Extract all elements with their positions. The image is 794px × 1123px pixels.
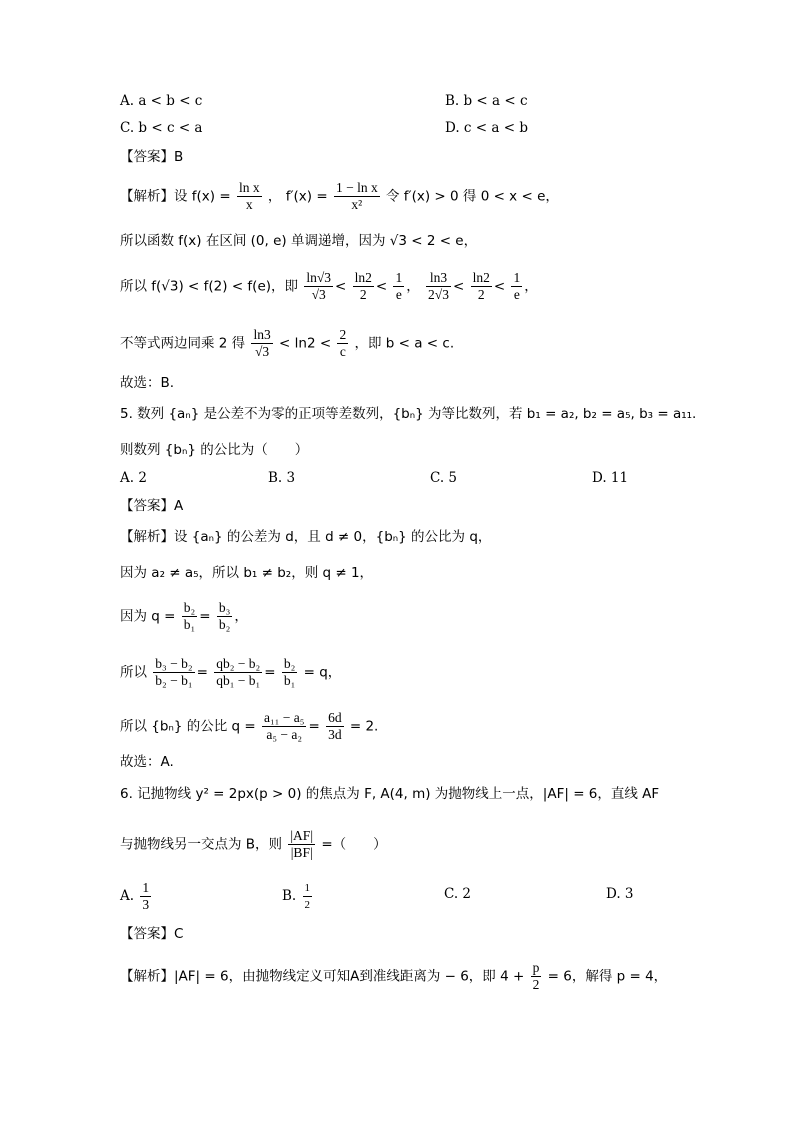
q6-s1-text-b: = 6，解得 p = 4， [547,968,668,985]
q4-s3-frac-4 [426,270,451,303]
frac-num: |AF| [290,828,314,843]
frac-num: ln2 [354,270,372,285]
q4-s3-frac-3 [393,270,404,303]
q5-solution-line-1: 【解析】设 {aₙ} 的公差为 d，且 d ≠ 0，{bₙ} 的公比为 q， [120,529,492,545]
q5-s5-text-b: = 2. [349,718,379,735]
q4-option-a: A. a < b < c [120,93,203,109]
frac-num: 2 [339,327,347,342]
q4-s1-fraction-f [237,180,262,213]
frac-num: 1 − ln x [335,180,378,195]
frac-num: 1 [303,880,313,897]
q4-option-c: C. b < c < a [120,120,203,136]
q5-s4-frac-3 [282,656,297,689]
frac-den: b₂ − b₁ [155,673,193,688]
q6-stem-line-1: 6. 记抛物线 y² = 2px(p > 0) 的焦点为 F, A(4, m) 为抛物线上一点，|AF| = 6，直线 AF [120,786,660,802]
q5-answer: 【答案】A [120,498,184,514]
frac-num: p [532,960,540,975]
q4-s4-frac-1 [251,327,272,360]
q5-option-b: B. 3 [268,470,296,486]
q4-answer: 【答案】B [120,149,184,165]
q4-s4-text-b: < ln2 < [279,335,332,352]
q6-stem-text-a: 与抛物线另一交点为 B，则 [120,836,283,853]
q5-s5-frac-2 [326,710,344,743]
q5-option-a: A. 2 [120,470,147,486]
q5-stem-line-1: 5. 数列 {aₙ} 是公差不为零的正项等差数列，{bₙ} 为等比数列，若 b₁ = a₂, b₂ = a₅, b₃ = a₁₁. [120,406,697,422]
frac-den: √3 [255,344,270,359]
frac-den: 2 [359,287,367,302]
frac-num: ln2 [472,270,490,285]
q4-s3-frac-2 [353,270,374,303]
q5-s4-frac-2 [214,656,262,689]
q5-s3-frac-2 [217,600,232,633]
frac-num: 1 [513,270,521,285]
q4-s3-frac-5 [471,270,492,303]
q6-s1-text-a: 【解析】|AF| = 6，由抛物线定义可知A到准线距离为 − 6，即 4 + [120,968,525,985]
q6-solution-line-1 [120,960,667,993]
q4-s3-frac-1 [304,270,333,303]
q4-option-b: B. b < a < c [445,93,528,109]
q4-solution-line-1 [120,180,559,213]
q4-s4-text-c: ，即 b < a < c. [354,335,455,352]
frac-num: 1 [395,270,403,285]
frac-num: ln3 [253,327,271,342]
q5-solution-line-2: 因为 a₂ ≠ a₅，所以 b₁ ≠ b₂，则 q ≠ 1， [120,565,374,581]
frac-num: b₃ [218,600,231,615]
q5-s5-text-a: 所以 {bₙ} 的公比 q = [120,718,256,735]
q4-solution-line-4 [120,327,454,360]
frac-num: ln3 [426,270,451,287]
q4-option-d: D. c < a < b [445,120,528,136]
q4-conclusion: 故选：B. [120,375,175,391]
frac-den: a₅ − a₂ [266,727,303,742]
frac-den: c [339,344,346,359]
frac-num: qb₂ − b₂ [216,656,261,671]
frac-den: b₂ [218,617,231,632]
q4-s1-text-a: 【解析】设 f(x) = [120,188,231,205]
frac-den: 2 [304,899,311,911]
frac-num: ln√3 [306,270,331,285]
frac-den: qb₁ − b₁ [216,673,261,688]
frac-den: 2 [532,977,540,992]
frac-den: x [245,197,253,212]
q6-s1-frac [531,960,542,993]
q4-s1-fraction-fprime [334,180,380,213]
frac-den: 2 [477,287,485,302]
frac-den: b₁ [283,673,296,688]
frac-num: b₃ − b₂ [155,656,193,671]
frac-num: b₂ [183,600,196,615]
frac-den: |BF| [290,845,313,860]
frac-num: ln x [238,180,260,195]
frac-num: 1 [142,880,150,895]
q5-option-d: D. 11 [592,470,629,486]
q5-s4-text-a: 所以 [120,664,147,681]
q6-option-a-label: A. [120,888,135,904]
q4-s1-text-b: ， f′(x) = [267,188,328,205]
frac-num: a₁₁ − a₅ [263,710,305,725]
q4-s4-text-a: 不等式两边同乘 2 得 [120,335,246,352]
frac-den: 3 [142,897,150,912]
q4-s3-frac-6 [511,270,522,303]
q6-option-a-frac [140,880,151,913]
q6-option-b-frac [303,880,313,913]
q5-s5-frac-1 [262,710,306,743]
q6-option-b [282,880,314,913]
q5-s4-text-b: = q， [303,664,342,681]
q4-s3-text-a: 所以 f(√3) < f(2) < f(e)，即 [120,278,299,295]
frac-den: √3 [311,287,326,302]
q5-s3-frac-1 [182,600,197,633]
q6-option-a [120,880,153,913]
frac-den: 2√3 [428,287,449,302]
q4-solution-line-3: 所以 f(√3) < f(2) < f(e)，即 $\frac{\ln√3}{√3}$ < $\frac{\ln 2}{2}$ < $\frac{1}{e}$ ， $\frac{\ln 3}{2√3}$ < $\frac{\ln 2}{2}$ < $\frac{1}{e}$ ， [120,270,538,302]
q6-stem-text-b: =（ ） [321,836,387,853]
q6-stem-line-2 [120,828,387,861]
q5-solution-line-3: 因为 q = $\frac{\text{b₂}}{\text{b₁}}$ = $\frac{\text{b₃}}{\text{b₂}}$ ， [120,600,248,632]
q5-s3-text-a: 因为 q = [120,608,176,625]
frac-den: e [395,287,402,302]
q6-option-d: D. 3 [606,886,634,902]
q4-s4-frac-2 [337,327,348,360]
q5-s4-frac-1 [153,656,194,689]
q5-solution-line-5: 所以 {bₙ} 的公比 q = $\frac{\text{a₁₁ − a₅}}{\text{a₅ − a₂}}$ = $\frac{6d}{3d}$ = 2. [120,710,379,742]
q6-option-b-label: B. [282,888,297,904]
q5-option-c: C. 5 [430,470,458,486]
q5-solution-line-4: 所以 $\frac{\text{b₃ − b₂}}{\text{b₂ − b₁}}$ = $\frac{\text{qb₂ − b₂}}{\text{qb₁ − b₁}}$ = $\frac{\text{b₂}}{\text{b₁}}$ = q， [120,656,342,688]
frac-den: e [513,287,520,302]
frac-num: 6d [328,710,342,725]
q6-answer: 【答案】C [120,926,184,942]
frac-den: b₁ [183,617,196,632]
q6-stem-ratio [288,828,315,861]
q4-solution-line-2: 所以函数 f(x) 在区间 (0, e) 单调递增，因为 √3 < 2 < e， [120,233,478,249]
frac-num: b₂ [283,656,296,671]
frac-den: 3d [328,727,342,742]
q5-conclusion: 故选：A. [120,754,174,770]
q5-stem-line-2: 则数列 {bₙ} 的公比为（ ） [120,442,309,458]
q4-s1-text-c: 令 f′(x) > 0 得 0 < x < e， [386,188,559,205]
frac-den: x² [351,197,363,212]
q6-option-c: C. 2 [444,886,472,902]
